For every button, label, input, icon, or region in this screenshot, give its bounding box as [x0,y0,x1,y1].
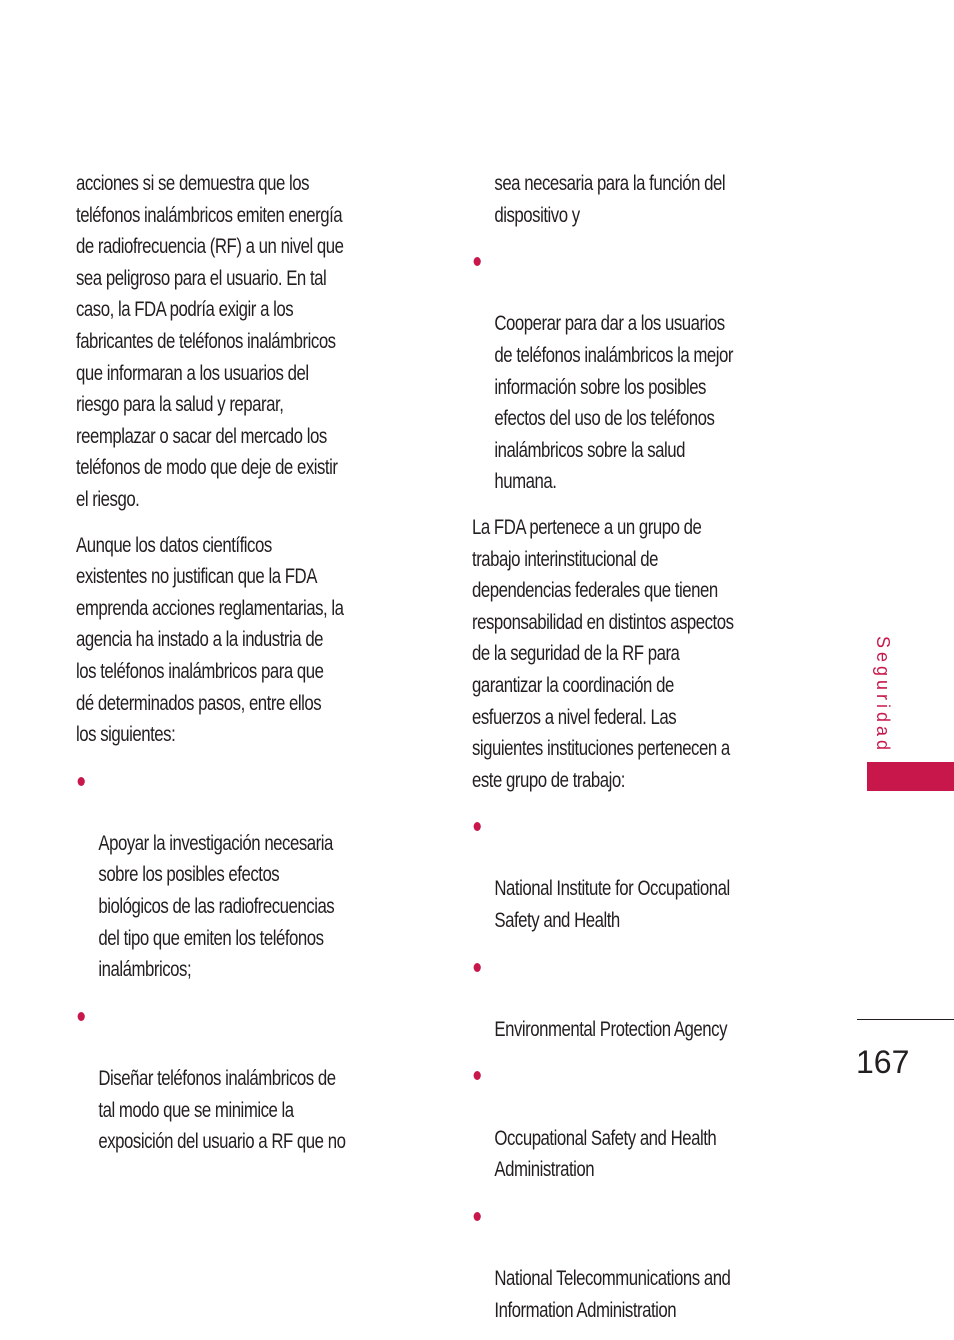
bullet-icon [474,963,481,972]
agency-list-item [472,810,827,936]
agency-name: National Institute for Occupational Safety and Health [494,877,730,933]
bullet-icon [78,777,85,786]
paragraph-working-group: La FDA pertenece a un grupo de trabajo interinstitucional de dependencias federales que tienen responsabilidad en distintos aspectos de la seguridad de la RF para garantizar la coordinación de esfuerzos a nivel federal. Las siguientes instituciones pertenecen a este grupo de trabajo: [472,515,734,792]
agency-name: Environmental Protection Agency [494,1017,727,1041]
section-tab-marker [867,762,954,791]
list-item [76,1000,426,1158]
list-item-text: Diseñar teléfonos inalámbricos de tal modo que se minimice la exposición del usuario a RF que no [98,1067,346,1154]
left-column [76,168,426,1172]
bullet-icon [474,257,481,266]
agency-list-item [472,1059,827,1185]
agency-list-item [472,951,827,1046]
agency-name: Occupational Safety and Health Administration [494,1126,717,1182]
agency-name: National Telecommunications and Information Administration [494,1267,731,1322]
agency-list-item [472,1200,827,1326]
bullet-icon [474,822,481,831]
list-item-text: Cooperar para dar a los usuarios de teléfonos inalámbricos la mejor información sobre los posibles efectos del uso de los teléfonos inalámbricos sobre la salud humana. [494,312,734,494]
right-column [472,168,827,1340]
section-tab-label: Seguridad [873,636,893,755]
paragraph-fda-actions: acciones si se demuestra que los teléfonos inalámbricos emiten energía de radiofrecuencia (RF) a un nivel que sea peligroso para el usuario. En tal caso, la FDA podría exigir a los fabricantes de teléfonos inalámbricos que informaran a los usuarios del riesgo para la salud y reparar, reemplazar o sacar del mercado los teléfonos de modo que deje de existir el riesgo. [76,172,344,511]
paragraph-scientific-data: Aunque los datos científicos existentes no justifican que la FDA emprenda acciones reglamentarias, la agencia ha instado a la industria de los teléfonos inalámbricos para que dé determinados pasos, entre ellos los siguientes: [76,533,344,747]
list-item-text: Apoyar la investigación necesaria sobre los posibles efectos biológicos de las radiofrecuencias del tipo que emiten los teléfonos inalámbricos; [98,831,335,982]
bullet-icon [474,1212,481,1221]
page-number-rule [857,1019,954,1020]
list-item [472,245,827,498]
list-item [76,765,426,986]
bullet-icon [78,1012,85,1021]
list-item-continuation: sea necesaria para la función del dispositivo y [494,172,726,227]
bullet-icon [474,1071,481,1080]
page-number: 167 [856,1044,910,1080]
